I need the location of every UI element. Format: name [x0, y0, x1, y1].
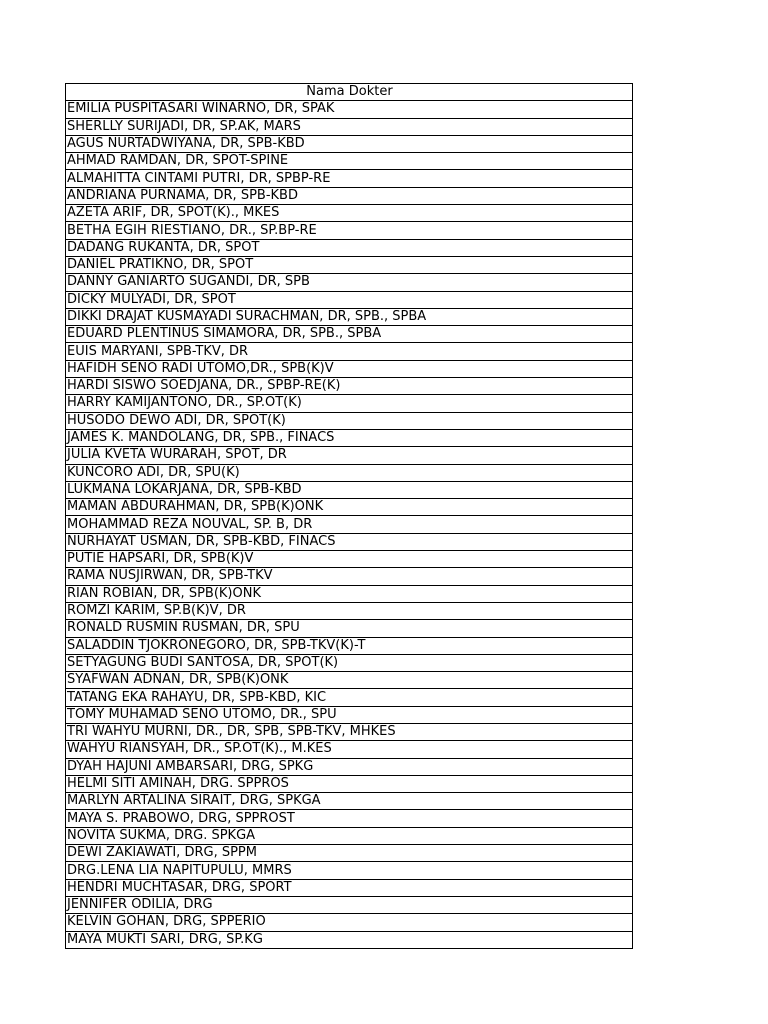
table-row: [66, 153, 633, 170]
table-row: [66, 706, 633, 723]
doctor-name-cell: TATANG EKA RAHAYU, DR, SPB-KBD, KIC: [66, 689, 633, 706]
table-row: [66, 499, 633, 516]
doctor-name-cell: EMILIA PUSPITASARI WINARNO, DR, SPAK: [66, 101, 633, 118]
doctor-name-cell: MAYA MUKTI SARI, DRG, SP.KG: [66, 931, 633, 948]
table-row: [66, 551, 633, 568]
table-row: [66, 775, 633, 792]
table-row: [66, 723, 633, 740]
doctor-name-cell: BETHA EGIH RIESTIANO, DR., SP.BP-RE: [66, 222, 633, 239]
table-row: [66, 170, 633, 187]
table-row: [66, 239, 633, 256]
doctor-name-cell: HUSODO DEWO ADI, DR, SPOT(K): [66, 412, 633, 429]
doctor-table: [65, 83, 633, 949]
table-row: [66, 187, 633, 204]
doctor-name-cell: EUIS MARYANI, SPB-TKV, DR: [66, 343, 633, 360]
table-header-row: [66, 84, 633, 101]
table-row: [66, 360, 633, 377]
table-row: [66, 135, 633, 152]
table-row: [66, 516, 633, 533]
doctor-name-cell: ANDRIANA PURNAMA, DR, SPB-KBD: [66, 187, 633, 204]
table-row: [66, 481, 633, 498]
table-body: [66, 101, 633, 949]
doctor-name-cell: MOHAMMAD REZA NOUVAL, SP. B, DR: [66, 516, 633, 533]
doctor-name-cell: HAFIDH SENO RADI UTOMO,DR., SPB(K)V: [66, 360, 633, 377]
doctor-name-cell: WAHYU RIANSYAH, DR., SP.OT(K)., M.KES: [66, 741, 633, 758]
doctor-name-cell: NOVITA SUKMA, DRG. SPKGA: [66, 827, 633, 844]
doctor-name-cell: SYAFWAN ADNAN, DR, SPB(K)ONK: [66, 672, 633, 689]
doctor-name-cell: DANIEL PRATIKNO, DR, SPOT: [66, 256, 633, 273]
doctor-name-cell: RONALD RUSMIN RUSMAN, DR, SPU: [66, 620, 633, 637]
table-row: [66, 326, 633, 343]
table-row: [66, 308, 633, 325]
doctor-name-cell: KUNCORO ADI, DR, SPU(K): [66, 464, 633, 481]
table-row: [66, 931, 633, 948]
table-row: [66, 793, 633, 810]
table-row: [66, 620, 633, 637]
table-row: [66, 637, 633, 654]
doctor-name-cell: AZETA ARIF, DR, SPOT(K)., MKES: [66, 205, 633, 222]
table-row: [66, 205, 633, 222]
doctor-name-cell: RIAN ROBIAN, DR, SPB(K)ONK: [66, 585, 633, 602]
doctor-name-cell: JULIA KVETA WURARAH, SPOT, DR: [66, 447, 633, 464]
table-row: [66, 585, 633, 602]
table-row: [66, 343, 633, 360]
table-row: [66, 602, 633, 619]
doctor-name-cell: NURHAYAT USMAN, DR, SPB-KBD, FINACS: [66, 533, 633, 550]
doctor-name-cell: EDUARD PLENTINUS SIMAMORA, DR, SPB., SPBA: [66, 326, 633, 343]
table-row: [66, 447, 633, 464]
table-row: [66, 845, 633, 862]
table-row: [66, 274, 633, 291]
table-row: [66, 810, 633, 827]
table-row: [66, 672, 633, 689]
table-row: [66, 464, 633, 481]
doctor-name-cell: MAYA S. PRABOWO, DRG, SPPROST: [66, 810, 633, 827]
table-row: [66, 378, 633, 395]
table-row: [66, 291, 633, 308]
table-row: [66, 429, 633, 446]
table-row: [66, 896, 633, 913]
doctor-name-cell: ALMAHITTA CINTAMI PUTRI, DR, SPBP-RE: [66, 170, 633, 187]
table-row: [66, 741, 633, 758]
doctor-name-cell: DADANG RUKANTA, DR, SPOT: [66, 239, 633, 256]
column-header-nama-dokter: Nama Dokter: [66, 84, 633, 101]
table-row: [66, 395, 633, 412]
table-row: [66, 101, 633, 118]
doctor-name-cell: HELMI SITI AMINAH, DRG. SPPROS: [66, 775, 633, 792]
doctor-name-cell: TRI WAHYU MURNI, DR., DR, SPB, SPB-TKV, MHKES: [66, 723, 633, 740]
table-row: [66, 827, 633, 844]
table-row: [66, 568, 633, 585]
doctor-name-cell: DEWI ZAKIAWATI, DRG, SPPM: [66, 845, 633, 862]
doctor-name-cell: HARRY KAMIJANTONO, DR., SP.OT(K): [66, 395, 633, 412]
doctor-name-cell: DIKKI DRAJAT KUSMAYADI SURACHMAN, DR, SPB., SPBA: [66, 308, 633, 325]
doctor-name-cell: SETYAGUNG BUDI SANTOSA, DR, SPOT(K): [66, 654, 633, 671]
doctor-name-cell: DYAH HAJUNI AMBARSARI, DRG, SPKG: [66, 758, 633, 775]
table-row: [66, 222, 633, 239]
table-row: [66, 412, 633, 429]
table-row: [66, 118, 633, 135]
doctor-name-cell: MAMAN ABDURAHMAN, DR, SPB(K)ONK: [66, 499, 633, 516]
doctor-name-cell: TOMY MUHAMAD SENO UTOMO, DR., SPU: [66, 706, 633, 723]
doctor-name-cell: DANNY GANIARTO SUGANDI, DR, SPB: [66, 274, 633, 291]
doctor-name-cell: DRG.LENA LIA NAPITUPULU, MMRS: [66, 862, 633, 879]
table-row: [66, 862, 633, 879]
doctor-name-cell: SHERLLY SURIJADI, DR, SP.AK, MARS: [66, 118, 633, 135]
table-row: [66, 879, 633, 896]
doctor-name-cell: ROMZI KARIM, SP.B(K)V, DR: [66, 602, 633, 619]
doctor-name-cell: PUTIE HAPSARI, DR, SPB(K)V: [66, 551, 633, 568]
doctor-name-cell: AHMAD RAMDAN, DR, SPOT-SPINE: [66, 153, 633, 170]
doctor-name-cell: MARLYN ARTALINA SIRAIT, DRG, SPKGA: [66, 793, 633, 810]
doctor-name-cell: JAMES K. MANDOLANG, DR, SPB., FINACS: [66, 429, 633, 446]
table-row: [66, 256, 633, 273]
doctor-name-cell: HENDRI MUCHTASAR, DRG, SPORT: [66, 879, 633, 896]
doctor-name-cell: HARDI SISWO SOEDJANA, DR., SPBP-RE(K): [66, 378, 633, 395]
table-row: [66, 654, 633, 671]
table-row: [66, 689, 633, 706]
doctor-name-cell: LUKMANA LOKARJANA, DR, SPB-KBD: [66, 481, 633, 498]
table-row: [66, 758, 633, 775]
doctor-name-cell: DICKY MULYADI, DR, SPOT: [66, 291, 633, 308]
doctor-name-cell: RAMA NUSJIRWAN, DR, SPB-TKV: [66, 568, 633, 585]
doctor-name-cell: SALADDIN TJOKRONEGORO, DR, SPB-TKV(K)-T: [66, 637, 633, 654]
doctor-name-cell: AGUS NURTADWIYANA, DR, SPB-KBD: [66, 135, 633, 152]
doctor-name-cell: JENNIFER ODILIA, DRG: [66, 896, 633, 913]
table-row: [66, 533, 633, 550]
doctor-name-cell: KELVIN GOHAN, DRG, SPPERIO: [66, 914, 633, 931]
table-row: [66, 914, 633, 931]
